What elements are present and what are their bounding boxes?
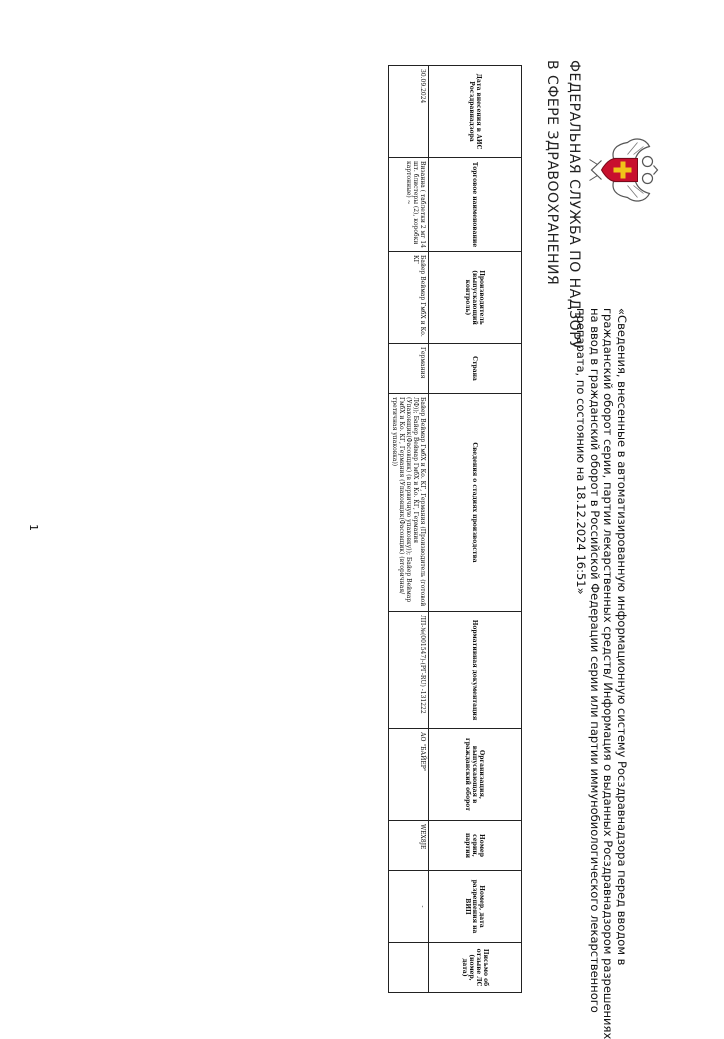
- document-heading: [574, 308, 628, 1039]
- header-permit-number-date: Номер, дата разрешения на ВИП: [429, 871, 522, 943]
- page-number: 1: [27, 524, 40, 531]
- header-batch-number: Номер серии, партии: [429, 821, 522, 871]
- cell-country: Германия: [389, 344, 429, 394]
- cell-releasing-organization: АО "БАЙЕР": [389, 729, 429, 821]
- header-normative-documentation: Нормативная документация: [429, 612, 522, 729]
- cell-date-added: 30.09.2024: [389, 66, 429, 158]
- cell-batch-number: WEX8JE: [389, 821, 429, 871]
- header-date-added: Дата внесения в АИС Росздравнадзора: [429, 66, 522, 158]
- heading-line-4: препарата, по состоянию на 18.12.2024 16:51»: [574, 308, 589, 595]
- header-production-stages: Сведения о стадиях производства: [429, 394, 522, 612]
- registry-table: [388, 65, 522, 993]
- header-country: Страна: [429, 344, 522, 394]
- header-releasing-organization: Организация, выпускающая в гражданский оборот: [429, 729, 522, 821]
- agency-name: [541, 60, 585, 350]
- cell-normative-documentation: ЛП-№(001547)-(РГ-RU) -131222: [389, 612, 429, 729]
- header-trade-name: Торговое наименование: [429, 158, 522, 252]
- agency-name-line-1: ФЕДЕРАЛЬНАЯ СЛУЖБА ПО НАДЗОРУ: [566, 60, 582, 350]
- eagle-emblem-icon: [585, 135, 660, 205]
- agency-name-line-2: В СФЕРЕ ЗДРАВООХРАНЕНИЯ: [544, 60, 560, 286]
- header-recall-letter: Письмо об отзыве ЛС (номер, дата): [429, 943, 522, 993]
- cell-permit-number-date: -: [389, 871, 429, 943]
- heading-line-1: «Сведения, внесенные в автоматизированную информационную систему Росздравнадзора перед вводом в: [615, 308, 629, 966]
- cell-recall-letter: [389, 943, 429, 993]
- table-header-row: [429, 66, 522, 993]
- heading-line-2: гражданский оборот серии, партии лекарственных средств/ Информация о выданных Росздравнадзором разрешениях: [601, 308, 616, 1039]
- table-row: [389, 66, 429, 993]
- heading-line-3: на ввод в гражданский оборот в Российской Федерации серии или партии иммунобиологического лекарственного: [588, 308, 602, 1013]
- registry-table-container: [391, 65, 522, 992]
- cell-production-stages: Байер Веймар ГмбХ и Ко. КГ, Германия (Производитель (готовой ЛФ)); Байер Веймар ГмбХ и Ко. КГ, Германия (Упаковщик(Фасовщик) (в первичную упаковку)); Байер Веймар ГмбХ и Ко. КГ, Германия (Упаковщик(Фасовщик) (вторичная/третичная упаковка)): [389, 394, 429, 612]
- header-manufacturer: Производитель (выпускающий контроль): [429, 252, 522, 344]
- cell-manufacturer: Байер Веймар ГмбХ и Ко. КГ: [389, 252, 429, 344]
- cell-trade-name: Визанна ( таблетки 2 мг 14 шт. блистеры (2), коробки картонные) ~: [389, 158, 429, 252]
